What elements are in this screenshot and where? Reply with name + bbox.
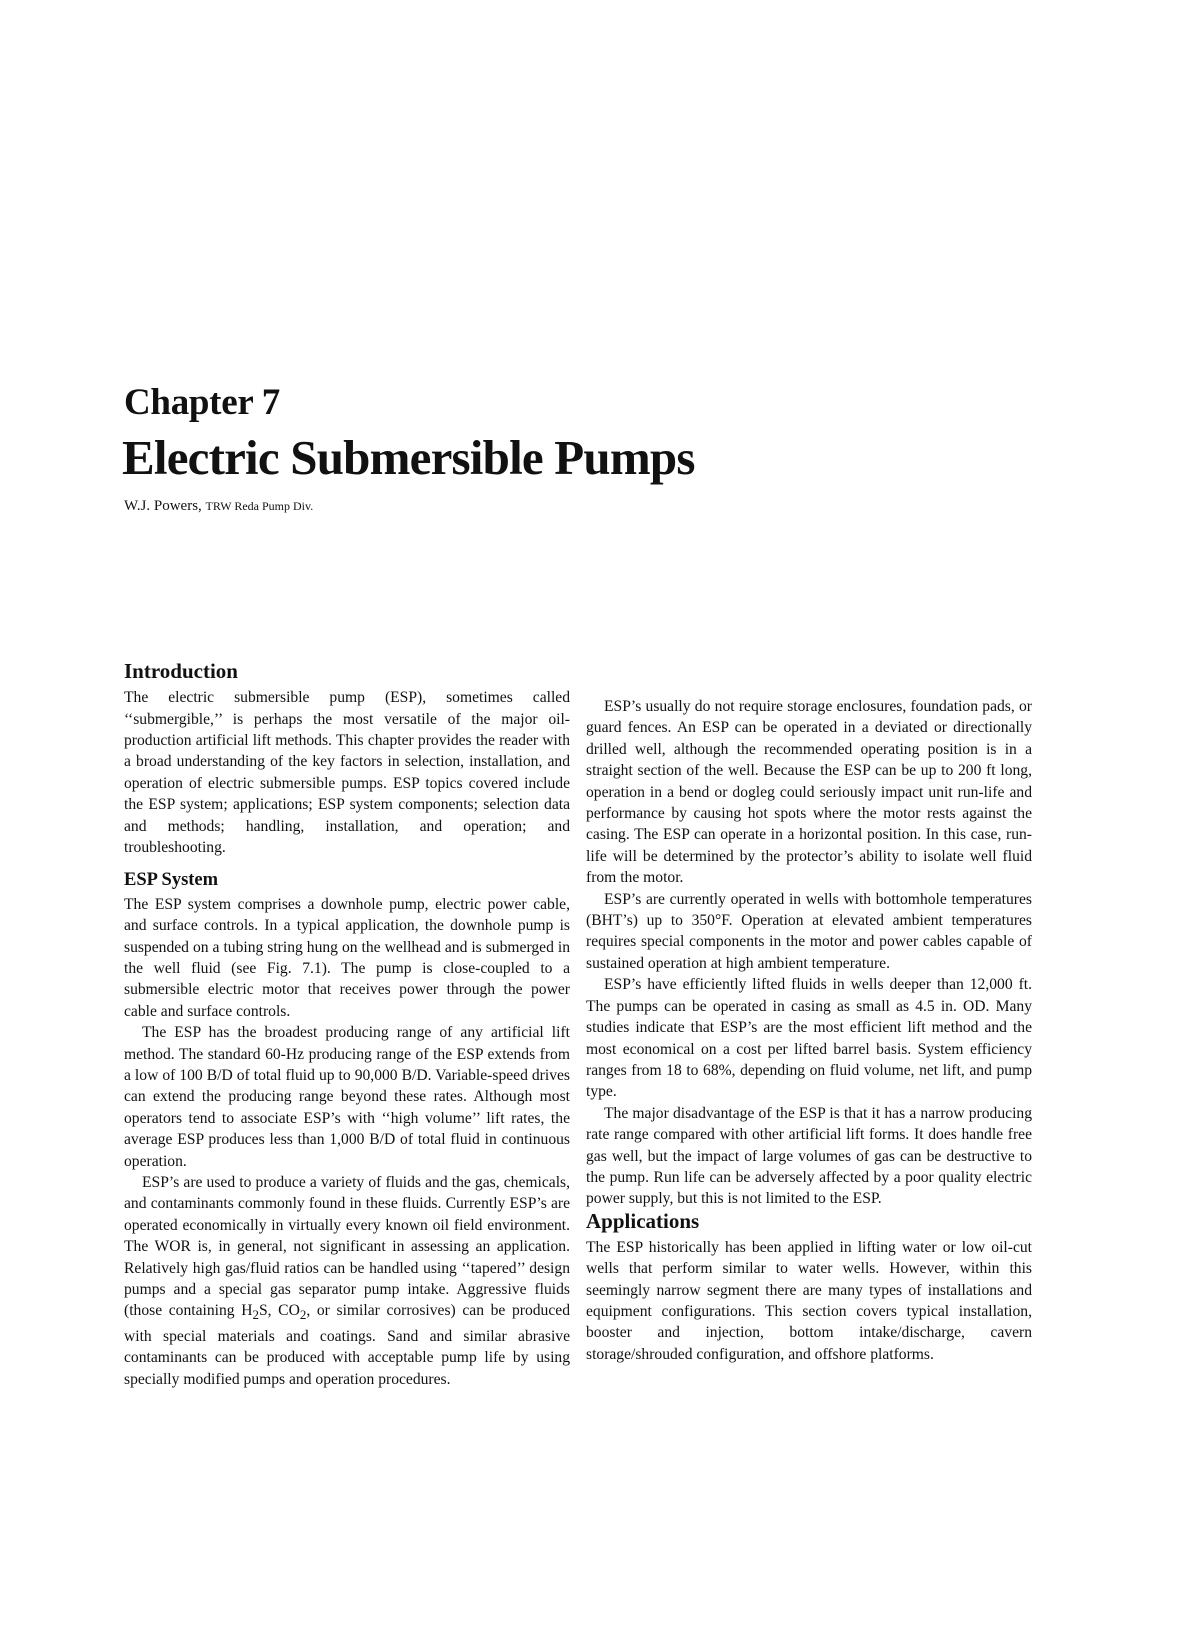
esp-system-paragraph-3-part-c: , or similar corrosives) can be produced with special materials and coatings. Sand and similar abrasive contaminants can be produced with acceptable pump life by using specially modified pumps and operation procedures. [124,1302,570,1388]
author-name: W.J. Powers, [124,498,202,514]
esp-system-paragraph-4: ESP’s usually do not require storage enclosures, foundation pads, or guard fences. An ESP can be operated in a deviated or directionally drilled well, although the recommended operating position is in a straight section of the well. Because the ESP can be up to 200 ft long, operation in a bend or dogleg could seriously impact unit run-life and performance by causing hot spots where the motor rests against the casing. The ESP can operate in a horizontal position. In this case, run-life will be determined by the protector’s ability to isolate well fluid from the motor. [586,698,1032,887]
introduction-heading: Introduction [124,659,238,683]
esp-system-paragraph-3-part-a: ESP’s are used to produce a variety of fluids and the gas, chemicals, and contaminants commonly found in these fluids. Currently ESP’s are operated economically in virtually every known oil field environment. The WOR is, in general, not significant in assessing an application. Relatively high gas/fluid ratios can be handled using ‘‘tapered’’ design pumps and a special gas separator pump intake. Aggressive fluids (those containing H [124,1173,570,1320]
chapter-label: Chapter 7 [124,382,280,423]
esp-system-paragraph-3 [124,1172,570,1390]
esp-system-paragraph-7: The major disadvantage of the ESP is that it has a narrow producing rate range compared with other artificial lift forms. It does handle free gas well, but the impact of large volumes of gas can be destructive to the pump. Run life can be adversely affected by a poor quality electric power supply, but this is not limited to the ESP. [586,1104,1032,1208]
esp-system-heading: ESP System [124,870,219,891]
chapter-title: Electric Submersible Pumps [122,430,695,485]
applications-paragraph: The ESP historically has been applied in lifting water or low oil-cut wells that perform similar to water wells. However, within this seemingly narrow segment there are many types of installations and equipment configurations. This section covers typical installation, booster and injection, bottom intake/discharge, cavern storage/shrouded configuration, and offshore platforms. [586,1238,1032,1363]
esp-system-paragraph-3-part-b: S, CO [258,1302,300,1320]
author-affiliation: TRW Reda Pump Div. [205,499,314,513]
applications-heading: Applications [586,1208,700,1233]
introduction-paragraph: The electric submersible pump (ESP), sometimes called ‘‘submergible,’’ is perhaps the most versatile of the major oil-production artificial lift methods. This chapter provides the reader with a broad understanding of the key factors in selection, installation, and operation of electric submersible pumps. ESP topics covered include the ESP system; applications; ESP system components; selection data and methods; handling, installation, and operation; and troubleshooting. [124,689,570,856]
esp-system-paragraph-5: ESP’s are currently operated in wells with bottomhole temperatures (BHT’s) up to 350°F. Operation at elevated ambient temperatures requires special components in the motor and power cables capable of sustained operation at high ambient temperature. [586,890,1032,972]
esp-system-paragraph-6: ESP’s have efficiently lifted fluids in wells deeper than 12,000 ft. The pumps can be operated in casing as small as 4.5 in. OD. Many studies indicate that ESP’s are the most efficient lift method and the most economical on a cost per lifted barrel basis. System efficiency ranges from 18 to 68%, depending on fluid volume, net lift, and pump type. [586,976,1032,1101]
right-column [586,696,1032,1365]
left-column [124,660,570,1390]
esp-system-paragraph-2: The ESP has the broadest producing range of any artificial lift method. The standard 60-Hz producing range of the ESP extends from a low of 100 B/D of total fluid up to 90,000 B/D. Variable-speed drives can extend the producing range beyond these rates. Although most operators tend to associate ESP’s with ‘‘high volume’’ lift rates, the average ESP produces less than 1,000 B/D of total fluid in continuous operation. [124,1024,570,1170]
esp-system-paragraph-1: The ESP system comprises a downhole pump, electric power cable, and surface controls. In a typical application, the downhole pump is suspended on a tubing string hung on the wellhead and is submerged in the well fluid (see Fig. 7.1). The pump is close-coupled to a submersible electric motor that receives power through the power cable and surface controls. [124,895,570,1020]
subscript-2: 2 [252,1307,259,1323]
subscript-2: 2 [299,1307,307,1323]
byline [124,499,313,514]
